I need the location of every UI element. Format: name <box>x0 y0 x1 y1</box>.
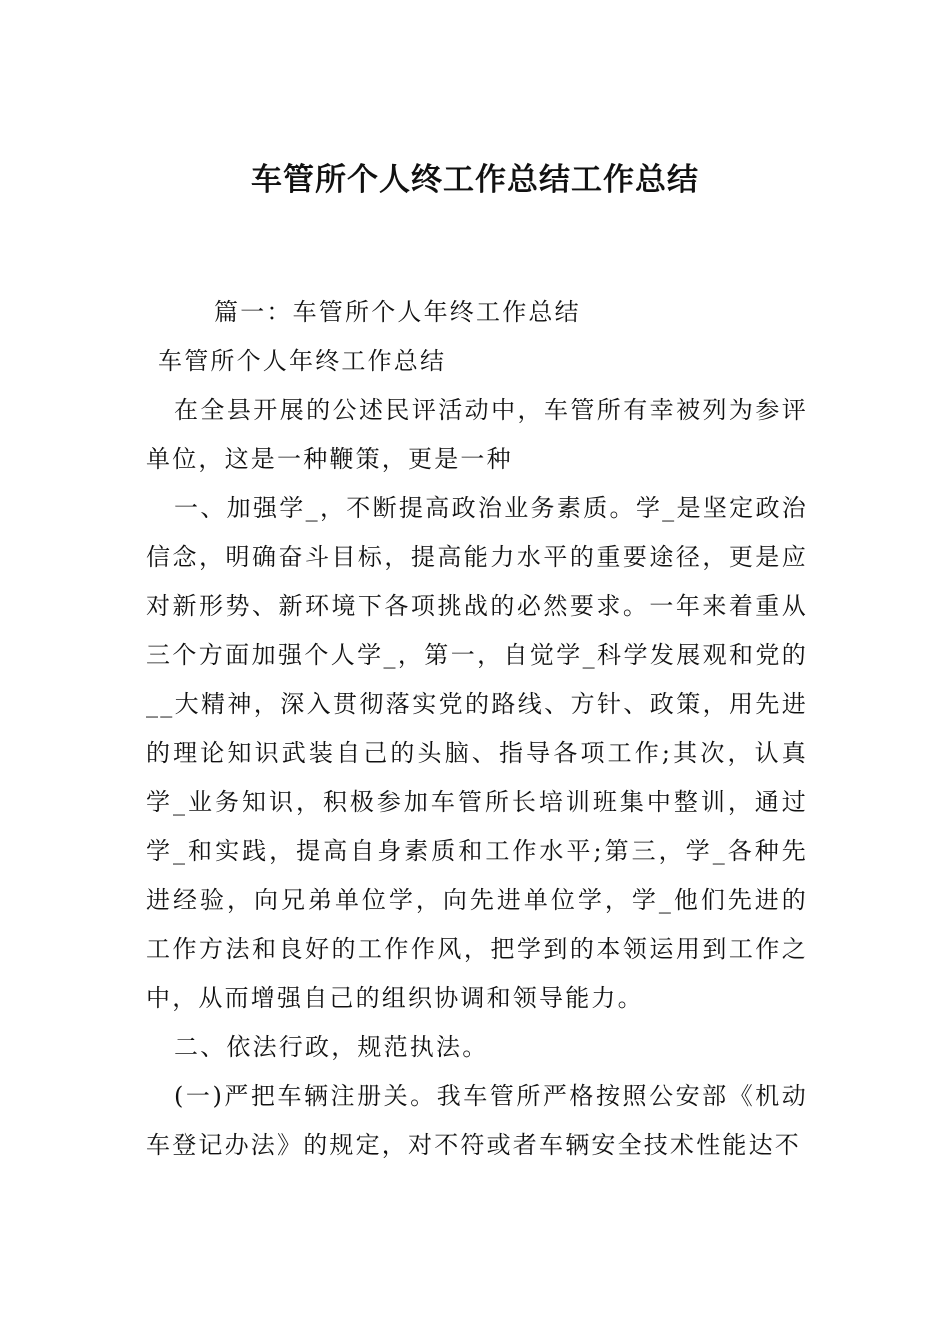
paragraph-law-heading: 二、依法行政，规范执法。 <box>174 1033 489 1061</box>
section-subtitle: 车管所个人年终工作总结 <box>158 347 447 375</box>
paragraph-registration: (一)严把车辆注册关。我车管所严格按照公安部《机动车登记办法》的规定，对不符或者车辆安全技术性能达不 <box>146 1082 808 1159</box>
document-body <box>146 288 808 1170</box>
section-heading: 篇一：车管所个人年终工作总结 <box>214 298 581 326</box>
paragraph-study: 一、加强学_，不断提高政治业务素质。学_是坚定政治信念，明确奋斗目标，提高能力水平的重要途径，更是应对新形势、新环境下各项挑战的必然要求。一年来着重从三个方面加强个人学_，第一，自觉学_科学发展观和党的__大精神，深入贯彻落实党的路线、方针、政策，用先进的理论知识武装自己的头脑、指导各项工作;其次，认真学_业务知识，积极参加车管所长培训班集中整训，通过学_和实践，提高自身素质和工作水平;第三，学_各种先进经验，向兄弟单位学，向先进单位学，学_他们先进的工作方法和良好的工作作风，把学到的本领运用到工作之中，从而增强自己的组织协调和领导能力。 <box>146 494 808 1012</box>
paragraph-intro: 在全县开展的公述民评活动中，车管所有幸被列为参评单位，这是一种鞭策，更是一种 <box>146 396 808 473</box>
document-title: 车管所个人终工作总结工作总结 <box>251 162 699 198</box>
